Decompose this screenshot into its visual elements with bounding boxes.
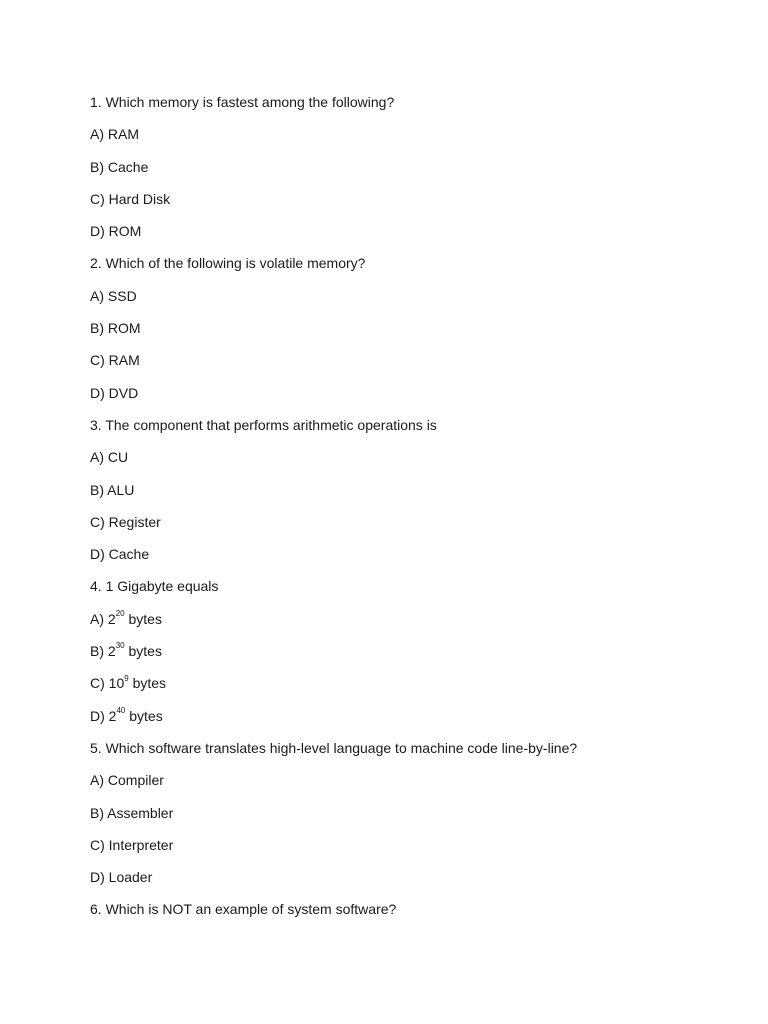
option-4a-prefix: A) 2 bbox=[90, 610, 116, 627]
option-5c: C) Interpreter bbox=[90, 836, 174, 853]
option-4b-prefix: B) 2 bbox=[90, 643, 116, 660]
option-4b-suffix: bytes bbox=[124, 643, 162, 660]
option-5a: A) Compiler bbox=[90, 772, 164, 789]
option-5b: B) Assembler bbox=[90, 804, 174, 821]
option-4c bbox=[90, 673, 730, 705]
option-4b-exponent: 30 bbox=[115, 641, 125, 651]
option-2b: B) ROM bbox=[90, 320, 141, 337]
option-4c-prefix: C) 10 bbox=[90, 675, 125, 692]
option-3b: B) ALU bbox=[90, 481, 135, 498]
option-4a-suffix: bytes bbox=[124, 610, 162, 627]
option-4a bbox=[90, 609, 730, 641]
option-4b bbox=[90, 641, 730, 673]
question-4: 4. 1 Gigabyte equals bbox=[90, 578, 219, 595]
option-4d-suffix: bytes bbox=[125, 707, 163, 724]
option-4d bbox=[90, 706, 730, 738]
option-3d: D) Cache bbox=[90, 546, 150, 563]
option-1a: A) RAM bbox=[90, 126, 139, 143]
question-1: 1. Which memory is fastest among the following? bbox=[90, 94, 395, 110]
option-2c: C) RAM bbox=[90, 352, 140, 369]
option-3a: A) CU bbox=[90, 449, 129, 466]
option-1c: C) Hard Disk bbox=[90, 190, 171, 207]
question-5: 5. Which software translates high-level language to machine code line-by-line? bbox=[90, 739, 578, 756]
option-4d-prefix: D) 2 bbox=[90, 707, 117, 724]
option-3c: C) Register bbox=[90, 513, 161, 530]
question-3: 3. The component that performs arithmetic operations is bbox=[90, 416, 437, 433]
option-4a-exponent: 20 bbox=[115, 609, 125, 619]
option-4c-exponent: 9 bbox=[124, 673, 129, 683]
option-4d-exponent: 40 bbox=[116, 705, 126, 715]
document-page bbox=[90, 92, 730, 932]
option-1d: D) ROM bbox=[90, 223, 142, 240]
option-2a: A) SSD bbox=[90, 287, 137, 304]
option-1b: B) Cache bbox=[90, 158, 149, 175]
option-4c-suffix: bytes bbox=[128, 675, 167, 692]
option-5d: D) Loader bbox=[90, 869, 153, 886]
question-2: 2. Which of the following is volatile memory? bbox=[90, 255, 366, 272]
question-6: 6. Which is NOT an example of system software? bbox=[90, 901, 397, 918]
option-2d: D) DVD bbox=[90, 384, 139, 401]
